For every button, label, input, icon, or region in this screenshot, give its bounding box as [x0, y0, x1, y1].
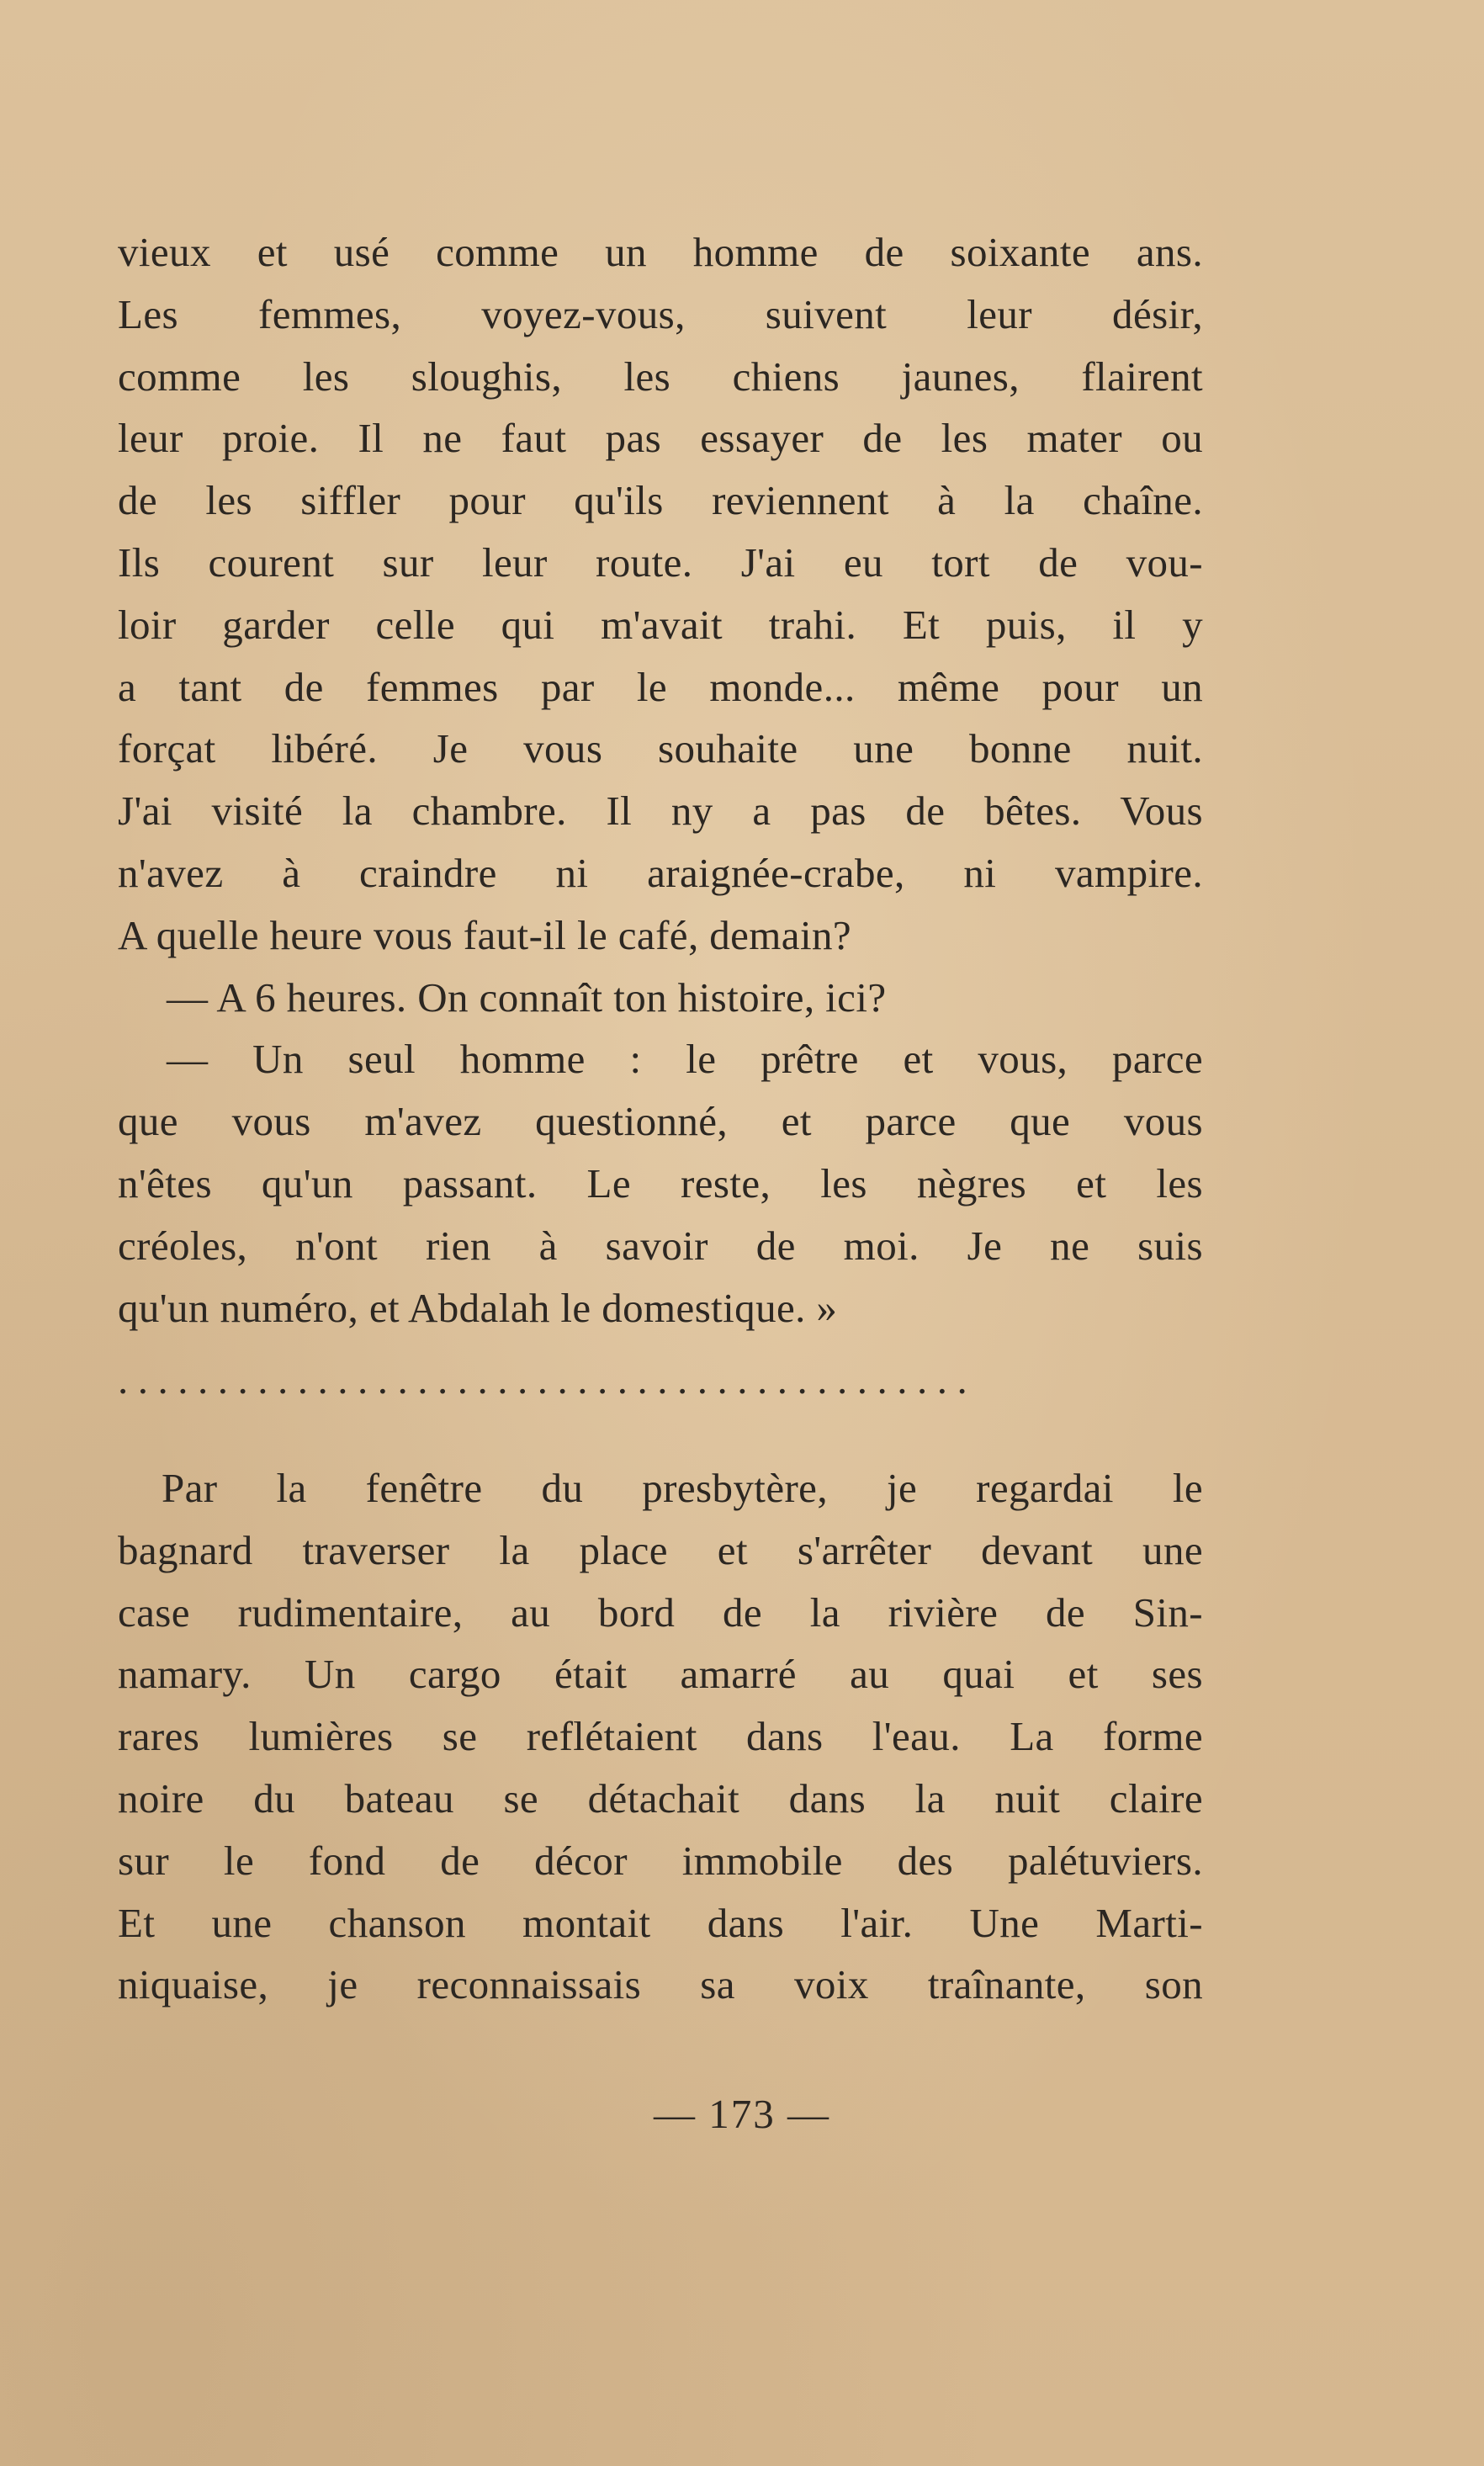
text-line: A quelle heure vous faut-il le café, demain? — [118, 911, 852, 958]
text-line: loir garder celle qui m'avait trahi. Et puis, il y — [118, 601, 1203, 648]
text-line: case rudimentaire, au bord de la rivière de Sin- — [118, 1588, 1203, 1636]
text-line: J'ai visité la chambre. Il ny a pas de bêtes. Vous — [118, 788, 1203, 835]
text-line: n'avez à craindre ni araignée-crabe, ni vampire. — [118, 849, 1203, 896]
text-line: Ils courent sur leur route. J'ai eu tort de vou- — [118, 538, 1203, 586]
text-line: forçat libéré. Je vous souhaite une bonne nuit. — [118, 725, 1203, 772]
text-line: leur proie. Il ne faut pas essayer de les mater ou — [118, 415, 1203, 462]
text-line: Par la fenêtre du presbytère, je regardai le — [162, 1465, 1203, 1511]
text-line: vieux et usé comme un homme de soixante ans. — [118, 229, 1203, 275]
paragraph-narration — [118, 1457, 1203, 2016]
text-line: de les siffler pour qu'ils reviennent à la chaîne. — [118, 477, 1203, 524]
text-line: niquaise, je reconnaissais sa voix traînante, son — [118, 1961, 1203, 2008]
text-line: Et une chanson montait dans l'air. Une Marti- — [118, 1899, 1203, 1946]
text-line: comme les sloughis, les chiens jaunes, flairent — [118, 353, 1203, 400]
text-line: créoles, n'ont rien à savoir de moi. Je ne suis — [118, 1222, 1203, 1269]
text-line: bagnard traverser la place et s'arrêter devant une — [118, 1526, 1203, 1573]
text-line: noire du bateau se détachait dans la nuit claire — [118, 1774, 1203, 1822]
text-line: Les femmes, voyez-vous, suivent leur désir, — [118, 290, 1203, 337]
page-number: — 173 — — [654, 2091, 830, 2137]
text-line: rares lumières se reflétaient dans l'eau. La forme — [118, 1713, 1203, 1760]
text-line: a tant de femmes par le monde... même pour un — [118, 663, 1203, 710]
text-line: sur le fond de décor immobile des palétuviers. — [118, 1837, 1203, 1884]
text-line: que vous m'avez questionné, et parce que vous — [118, 1098, 1203, 1145]
text-line: — Un seul homme : le prêtre et vous, parce — [167, 1036, 1203, 1083]
text-line: qu'un numéro, et Abdalah le domestique. » — [118, 1284, 838, 1331]
paragraph-dialogue — [118, 221, 1203, 1339]
text-line: namary. Un cargo était amarré au quai et ses — [118, 1651, 1203, 1698]
text-line: — A 6 heures. On connaît ton histoire, ici? — [167, 973, 887, 1021]
section-separator: ........................................... — [118, 1356, 978, 1403]
text-line: n'êtes qu'un passant. Le reste, les nègres et les — [118, 1159, 1203, 1206]
